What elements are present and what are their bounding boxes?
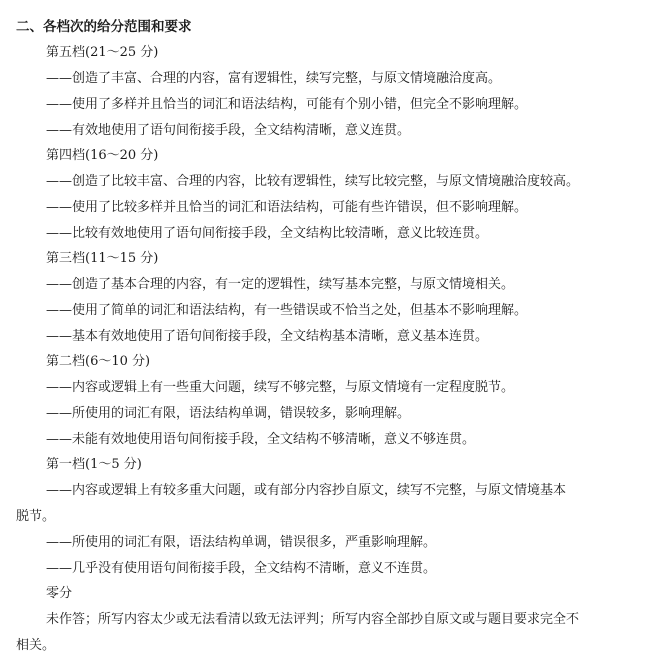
level-4-cohesion-criterion: ——比较有效地使用了语句间衔接手段，全文结构比较清晰，意义比较连贯。 — [46, 226, 489, 241]
level-3-content-criterion: ——创造了基本合理的内容，有一定的逻辑性，续写基本完整，与原文情境相关。 — [46, 277, 515, 292]
level-1-title: 第一档(1～5 分) — [46, 457, 142, 472]
level-2-content-criterion: ——内容或逻辑上有一些重大问题，续写不够完整，与原文情境有一定程度脱节。 — [46, 380, 515, 395]
level-1-language-criterion: ——所使用的词汇有限，语法结构单调，错误很多，严重影响理解。 — [46, 535, 437, 550]
level-1-cohesion-criterion: ——几乎没有使用语句间衔接手段，全文结构不清晰，意义不连贯。 — [46, 561, 437, 576]
level-5-content-criterion: ——创造了丰富、合理的内容，富有逻辑性，续写完整，与原文情境融洽度高。 — [46, 71, 502, 86]
zero-score-description: 未作答；所写内容太少或无法看清以致无法评判；所写内容全部抄自原文或与题目要求完全不 — [46, 612, 580, 627]
level-3-cohesion-criterion: ——基本有效地使用了语句间衔接手段，全文结构基本清晰，意义基本连贯。 — [46, 329, 489, 344]
level-5-title: 第五档(21～25 分) — [46, 45, 159, 60]
level-4-content-criterion: ——创造了比较丰富、合理的内容，比较有逻辑性，续写比较完整，与原文情境融洽度较高。 — [46, 174, 580, 189]
section-heading: 二、各档次的给分范围和要求 — [16, 19, 192, 35]
zero-score-title: 零分 — [46, 586, 73, 601]
level-3-language-criterion: ——使用了简单的词汇和语法结构，有一些错误或不恰当之处，但基本不影响理解。 — [46, 303, 528, 318]
level-2-title: 第二档(6～10 分) — [46, 354, 151, 369]
level-5-language-criterion: ——使用了多样并且恰当的词汇和语法结构，可能有个别小错，但完全不影响理解。 — [46, 97, 528, 112]
level-4-title: 第四档(16～20 分) — [46, 148, 159, 163]
level-1-content-criterion-continued: 脱节。 — [16, 509, 56, 524]
level-2-language-criterion: ——所使用的词汇有限，语法结构单调，错误较多，影响理解。 — [46, 406, 411, 421]
level-2-cohesion-criterion: ——未能有效地使用语句间衔接手段，全文结构不够清晰，意义不够连贯。 — [46, 432, 476, 447]
level-5-cohesion-criterion: ——有效地使用了语句间衔接手段，全文结构清晰，意义连贯。 — [46, 123, 411, 138]
level-1-content-criterion: ——内容或逻辑上有较多重大问题，或有部分内容抄自原文，续写不完整，与原文情境基本 — [46, 483, 567, 498]
level-4-language-criterion: ——使用了比较多样并且恰当的词汇和语法结构，可能有些许错误，但不影响理解。 — [46, 200, 528, 215]
level-3-title: 第三档(11～15 分) — [46, 251, 159, 266]
zero-score-description-continued: 相关。 — [16, 638, 56, 653]
